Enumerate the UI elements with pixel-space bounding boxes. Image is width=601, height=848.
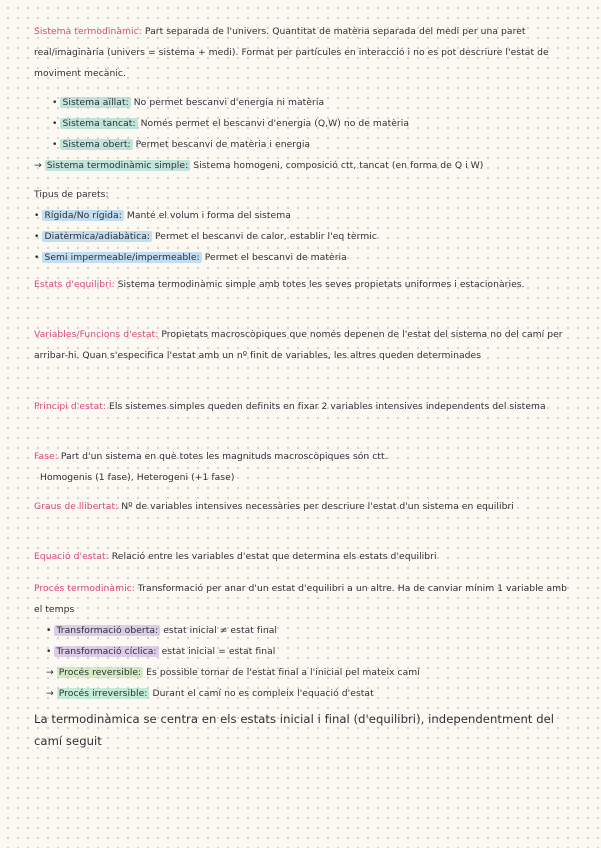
term-variables-estat: Variables/Funcions d'estat:	[34, 329, 159, 340]
paragraph-principi-estat	[34, 396, 574, 417]
definition-sistema-obert: Permet bescanvi de matèria i energia	[135, 139, 311, 150]
definition-rigida: Manté el volum i forma del sistema	[126, 210, 291, 221]
definition-sistema-tancat: Només permet el bescanvi d'energia (Q,W) no de matèria	[140, 118, 410, 129]
definition-variables-estat: Propietats macroscòpiques que només depenen de l'estat del sistema no del camí per arribar-hi. Quan s'especifica l'estat amb un nº finit de variables, les altres queden determinades	[34, 329, 563, 361]
transformations-list	[46, 620, 580, 704]
term-sistema-aillat: Sistema aïllat:	[62, 97, 129, 108]
list-item	[34, 205, 574, 226]
definition-diatermica: Permet el bescanvi de calor, establir l'eq tèrmic	[155, 231, 377, 242]
term-transformacio-ciclica: Transformació cíclica:	[56, 646, 157, 657]
term-semi-impermeable: Semi impermeable/impermeable:	[44, 252, 200, 263]
term-fase: Fase:	[34, 451, 58, 462]
bullet-icon: •	[34, 252, 40, 263]
definition-proces-irreversible: Durant el camí no es compleix l'equació d'estat	[152, 688, 374, 699]
list-item	[34, 247, 574, 268]
term-transformacio-oberta: Transformació oberta:	[56, 625, 159, 636]
paragraph-variables-estat	[34, 324, 574, 366]
bullet-icon: •	[52, 97, 58, 108]
definition-sistema-termodinamic: Part separada de l'univers. Quantitat de matèria separada del medi per una paret real/imaginària (univers = sistema + medi). Format per partícules en interacció i no es pot descriure l'estat de moviment mecànic.	[34, 26, 549, 79]
term-sistema-tancat: Sistema tancat:	[62, 118, 136, 129]
term-graus-llibertat: Graus de llibertat:	[34, 501, 119, 512]
bullet-icon: •	[52, 118, 58, 129]
term-diatermica: Diatèrmica/adiabàtica:	[44, 231, 151, 242]
paragraph-equacio-estat	[34, 546, 574, 567]
definition-transformacio-oberta: estat inicial ≠ estat final	[163, 625, 277, 636]
term-estats-equilibri: Estats d'equilibri:	[34, 279, 115, 290]
list-item	[52, 134, 580, 155]
bullet-icon: •	[46, 625, 52, 636]
arrow-right-icon: →	[46, 667, 54, 678]
definition-estats-equilibri: Sistema termodinàmic simple amb totes les seves propietats uniformes i estacionàries.	[117, 279, 525, 290]
definition-equacio-estat: Relació entre les variables d'estat que determina els estats d'equilibri	[111, 551, 437, 562]
term-equacio-estat: Equació d'estat:	[34, 551, 109, 562]
list-item	[46, 662, 580, 683]
list-item	[52, 92, 580, 113]
list-item	[34, 226, 574, 247]
system-types-list	[52, 92, 580, 155]
term-sistema-obert: Sistema obert:	[62, 139, 131, 150]
term-sistema-termodinamic: Sistema termodinàmic:	[34, 26, 142, 37]
arrow-right-icon: →	[46, 688, 54, 699]
list-item	[46, 683, 580, 704]
list-item	[52, 113, 580, 134]
bullet-icon: •	[52, 139, 58, 150]
paragraph-estats-equilibri	[34, 274, 574, 295]
paragraph-proces-termodinamic	[34, 578, 574, 620]
list-item	[34, 155, 574, 176]
arrow-right-icon: →	[34, 160, 42, 171]
bullet-icon: •	[46, 646, 52, 657]
walls-title: Tipus de parets:	[34, 189, 109, 200]
list-item	[46, 620, 580, 641]
definition-transformacio-ciclica: estat inicial = estat final	[161, 646, 276, 657]
fase-examples: Homogenis (1 fase), Heterogeni (+1 fase)	[40, 472, 235, 483]
paragraph-fase	[34, 446, 574, 488]
list-item	[46, 641, 580, 662]
paragraph-sistema-termodinamic	[34, 21, 574, 84]
definition-sistema-simple: Sistema homogeni, composició ctt, tancat (en forma de Q i W)	[193, 160, 484, 171]
definition-semi-impermeable: Permet el bescanvi de matèria	[204, 252, 347, 263]
term-proces-irreversible: Procés irreversible:	[58, 688, 148, 699]
bullet-icon: •	[34, 231, 40, 242]
definition-proces-termodinamic: Transformació per anar d'un estat d'equilibri a un altre. Ha de canviar mínim 1 variable amb el temps	[34, 583, 568, 615]
bullet-icon: •	[34, 210, 40, 221]
term-proces-reversible: Procés reversible:	[58, 667, 142, 678]
term-rigida: Rígida/No rígida:	[44, 210, 122, 221]
walls-section	[34, 184, 574, 268]
definition-fase: Part d'un sistema en què totes les magnituds macroscòpiques són ctt.	[60, 451, 388, 462]
definition-graus-llibertat: Nº de variables intensives necessàries per descriure l'estat d'un sistema en equilibri	[121, 501, 514, 512]
conclusion: La termodinàmica se centra en els estats inicial i final (d'equilibri), independentment del camí seguit	[34, 712, 555, 748]
definition-principi-estat: Els sistemes simples queden definits en fixar 2 variables intensives independents del sistema	[109, 401, 546, 412]
definition-proces-reversible: Es possible tornar de l'estat final a l'inicial pel mateix camí	[146, 667, 420, 678]
term-proces-termodinamic: Procés termodinàmic:	[34, 583, 135, 594]
paragraph-graus-llibertat	[34, 496, 574, 517]
definition-sistema-aillat: No permet bescanvi d'energia ni matèria	[133, 97, 325, 108]
term-principi-estat: Principi d'estat:	[34, 401, 107, 412]
term-sistema-simple: Sistema termodinàmic simple:	[46, 160, 189, 171]
